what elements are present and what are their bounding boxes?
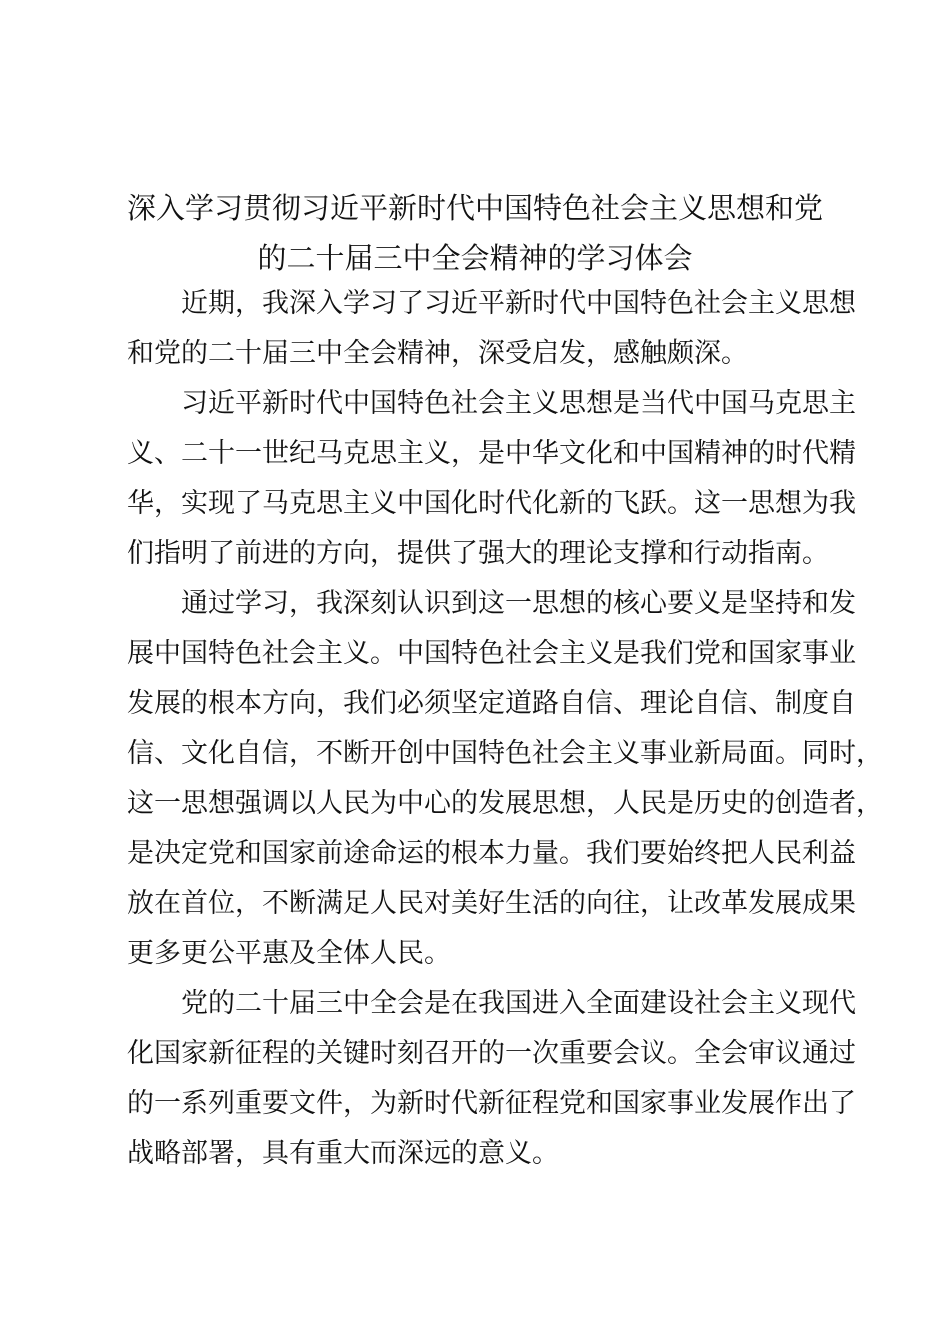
paragraph-1-line-1: 近期，我深入学习了习近平新时代中国特色社会主义思想: [181, 288, 856, 319]
paragraph-3-line-8: 更多更公平惠及全体人民。: [127, 938, 451, 969]
paragraph-2-line-3: 华，实现了马克思主义中国化时代化新的飞跃。这一思想为我: [127, 488, 856, 519]
paragraph-3-line-2: 展中国特色社会主义。中国特色社会主义是我们党和国家事业: [127, 638, 856, 669]
paragraph-2-line-1: 习近平新时代中国特色社会主义思想是当代中国马克思主: [181, 388, 856, 419]
document-title-line-2: 的二十届三中全会精神的学习体会: [257, 241, 693, 275]
paragraph-3-line-6: 是决定党和国家前途命运的根本力量。我们要始终把人民利益: [127, 838, 856, 869]
paragraph-3-line-1: 通过学习，我深刻认识到这一思想的核心要义是坚持和发: [181, 588, 856, 619]
paragraph-3-line-5: 这一思想强调以人民为中心的发展思想，人民是历史的创造者，: [127, 788, 883, 819]
paragraph-2-line-4: 们指明了前进的方向，提供了强大的理论支撑和行动指南。: [127, 538, 829, 569]
paragraph-4-line-2: 化国家新征程的关键时刻召开的一次重要会议。全会审议通过: [127, 1038, 856, 1069]
paragraph-2-line-2: 义、二十一世纪马克思主义，是中华文化和中国精神的时代精: [127, 438, 856, 469]
paragraph-3-line-4: 信、文化自信，不断开创中国特色社会主义事业新局面。同时，: [127, 738, 883, 769]
paragraph-4-line-4: 战略部署，具有重大而深远的意义。: [127, 1138, 559, 1169]
paragraph-3-line-7: 放在首位，不断满足人民对美好生活的向往，让改革发展成果: [127, 888, 856, 919]
document-title-line-1: 深入学习贯彻习近平新时代中国特色社会主义思想和党: [126, 191, 823, 225]
paragraph-3-line-3: 发展的根本方向，我们必须坚定道路自信、理论自信、制度自: [127, 688, 856, 719]
paragraph-1-line-2: 和党的二十届三中全会精神，深受启发，感触颇深。: [127, 338, 748, 369]
paragraph-4-line-1: 党的二十届三中全会是在我国进入全面建设社会主义现代: [181, 988, 856, 1019]
paragraph-4-line-3: 的一系列重要文件，为新时代新征程党和国家事业发展作出了: [127, 1088, 856, 1119]
